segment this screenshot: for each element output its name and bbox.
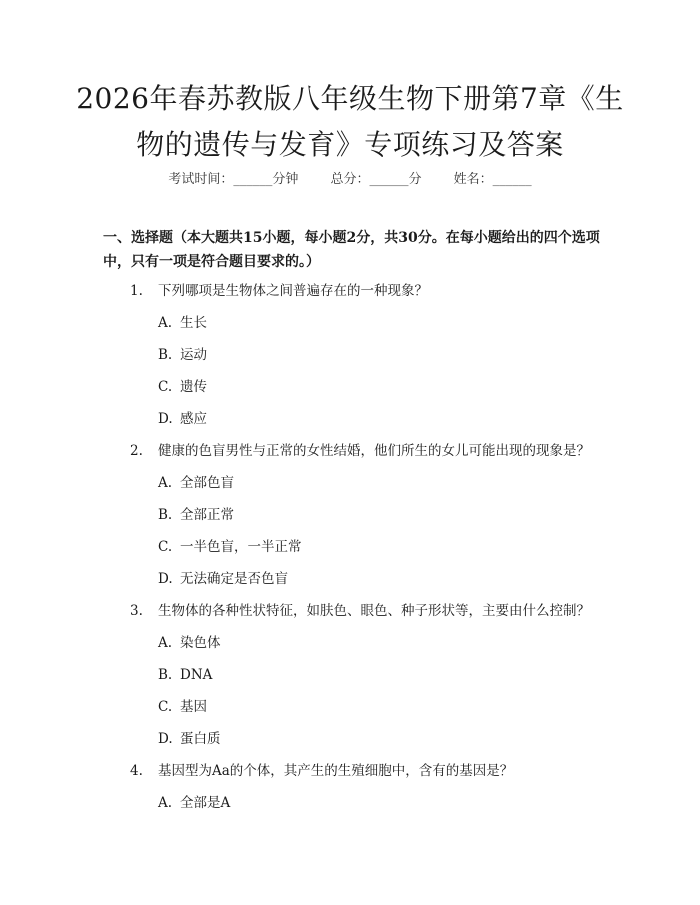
- document-title: [70, 76, 630, 168]
- question-text: 下列哪项是生物体之间普遍存在的一种现象？: [158, 283, 428, 299]
- option-label: A.: [158, 315, 173, 331]
- option-text: 一半色盲，一半正常: [180, 539, 302, 555]
- title-line-2: 物的遗传与发育》专项练习及答案: [136, 128, 564, 161]
- option-text: 全部正常: [180, 507, 234, 523]
- total-score: 总分：______分: [330, 172, 422, 187]
- exam-info: [0, 168, 700, 187]
- student-name: 姓名：______: [453, 172, 532, 187]
- option-2c: [158, 537, 302, 557]
- option-label: B.: [158, 347, 173, 363]
- option-text: 基因: [180, 699, 207, 715]
- option-label: C.: [158, 699, 173, 715]
- question-number: 2.: [130, 443, 143, 459]
- section-heading: 一、选择题（本大题共15小题，每小题2分，共30分。在每小题给出的四个选项中，只有一项是符合题目要求的。）: [103, 230, 600, 270]
- option-text: 全部是A: [180, 795, 231, 811]
- option-label: D.: [158, 571, 173, 587]
- option-3a: [158, 633, 221, 653]
- question-text: 健康的色盲男性与正常的女性结婚，他们所生的女儿可能出现的现象是？: [158, 443, 590, 459]
- option-label: B.: [158, 507, 173, 523]
- question-text: 生物体的各种性状特征，如肤色、眼色、种子形状等，主要由什么控制？: [158, 603, 590, 619]
- option-label: A.: [158, 475, 173, 491]
- option-label: B.: [158, 667, 173, 683]
- option-1a: [158, 313, 207, 333]
- option-text: 生长: [180, 315, 207, 331]
- option-3c: [158, 697, 207, 717]
- option-text: 遗传: [180, 379, 207, 395]
- option-label: A.: [158, 635, 173, 651]
- question-1: [130, 281, 428, 301]
- option-text: DNA: [180, 667, 213, 683]
- option-label: A.: [158, 795, 173, 811]
- question-number: 4.: [130, 763, 143, 779]
- option-2a: [158, 473, 234, 493]
- option-label: D.: [158, 411, 173, 427]
- option-text: 全部色盲: [180, 475, 234, 491]
- option-label: C.: [158, 539, 173, 555]
- option-text: 蛋白质: [180, 731, 221, 747]
- question-2: [130, 441, 590, 461]
- question-4: [130, 761, 513, 781]
- question-text: 基因型为Aa的个体，其产生的生殖细胞中，含有的基因是？: [158, 763, 514, 779]
- question-number: 3.: [130, 603, 143, 619]
- option-1d: [158, 409, 207, 429]
- option-2d: [158, 569, 288, 589]
- exam-time: 考试时间：______分钟: [168, 172, 299, 187]
- option-label: C.: [158, 379, 173, 395]
- option-text: 染色体: [180, 635, 221, 651]
- option-1c: [158, 377, 207, 397]
- option-text: 感应: [180, 411, 207, 427]
- option-4a: [158, 793, 230, 813]
- option-1b: [158, 345, 207, 365]
- option-label: D.: [158, 731, 173, 747]
- title-line-1: 2026年春苏教版八年级生物下册第7章《生: [76, 82, 624, 115]
- option-2b: [158, 505, 234, 525]
- option-3d: [158, 729, 221, 749]
- option-3b: [158, 665, 212, 685]
- option-text: 运动: [180, 347, 207, 363]
- question-number: 1.: [130, 283, 143, 299]
- question-3: [130, 601, 590, 621]
- option-text: 无法确定是否色盲: [180, 571, 288, 587]
